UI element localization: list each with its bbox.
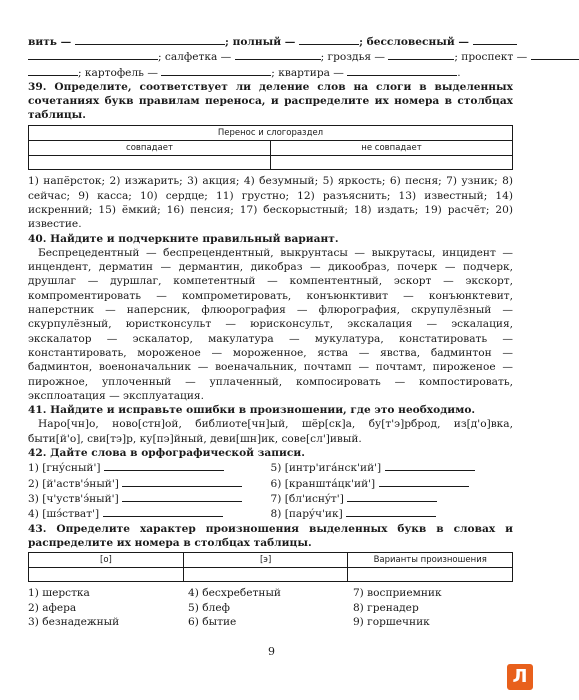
list-item: 8) гренадер (352, 601, 419, 614)
page-content (28, 34, 528, 629)
table-cell[interactable] (271, 156, 513, 170)
list-item: 5) [интр'игáнск'ий'] (271, 460, 514, 475)
task-40-title: 40. Найдите и подчеркните правильный вариант. (28, 232, 339, 245)
blank (28, 65, 78, 76)
text: ; квартира — (271, 66, 344, 79)
table-cell[interactable] (183, 568, 348, 582)
text: ; картофель — (78, 66, 158, 79)
top-line-2 (28, 49, 528, 64)
text: ; салфетка — (158, 51, 232, 64)
publisher-logo-icon: Л (507, 664, 533, 690)
list-item: 1) [гнýсный'] (28, 460, 271, 475)
task-39-title: 39. Определите, соответствует ли деление слов на слоги в выделенных сочетаниях букв правилам переноса, и распределите их номера в столбцах таблицы. (28, 80, 513, 122)
list-item: 7) восприемник (352, 587, 442, 600)
task-40-text: Беспрецедентный — беспрецендентный, выкрунтасы — выкрутасы, инцидент — инцендент, дерматин — дермантин, дикобраз — дикообраз, почерк — подчерк, друшлаг — дуршлаг, компетентный — компентентный, эскорт — экскорт, компроментировать — компрометировать, конъюнктивит — конъюнктевит, наперстник — наперсник, флюорография — флюрография, скрупулёзный — скурпулёзный, юристконсульт — юрисконсульт, экскалация — эскалация, экскалатор — эскалатор, макулатура — мукулатура, констатировать — константировать, мороженое — мороженное, яства — явства, бадминтон — бадминтон, военоначальник — военачальник, почтамп — почтамт, пироженое — пирожное, уплоченный — уплаченный, компосировать — компостировать, эксплоатация — эксплуатация. (28, 246, 513, 402)
task-43-table (28, 552, 513, 582)
top-line-3 (28, 65, 513, 80)
task-42-title: 42. Дайте слова в орфографической записи. (28, 447, 305, 460)
answer-blank[interactable] (379, 476, 469, 487)
task-39-words: 1) напёрсток; 2) изжарить; 3) акция; 4) безумный; 5) яркость; 6) песня; 7) узник; 8) сейчас; 9) касса; 10) сердце; 11) грустно; 12) разъяснить; 13) известный; 14) искренний; 15) ёмкий; 16) пенсия; 17) бескорыстный; 18) издать; 19) расчёт; 20) известие. (28, 175, 513, 231)
text: . (457, 66, 461, 79)
task-43-title: 43. Определите характер произношения выделенных букв в словах и распределите их номера в столбцах таблицы. (28, 522, 513, 549)
table-col-header: не совпадает (271, 141, 513, 156)
top-line-1 (28, 34, 513, 49)
answer-blank[interactable] (346, 506, 436, 517)
task-41-title: 41. Найдите и исправьте ошибки в произношении, где это необходимо. (28, 404, 476, 417)
blank (161, 65, 271, 76)
list-item: 4) [шэ́стват'] (28, 506, 271, 521)
list-item: 8) [парýч'ик] (271, 506, 514, 521)
table-title: Перенос и слогораздел (29, 125, 513, 140)
blank (235, 49, 321, 60)
table-cell[interactable] (29, 568, 184, 582)
answer-blank[interactable] (103, 506, 223, 517)
blank (347, 65, 457, 76)
task-43-items (28, 586, 513, 629)
list-item: 6) [кранштáцк'ий'] (271, 476, 514, 491)
table-cell[interactable] (348, 568, 513, 582)
text: ; бессловесный — (359, 36, 469, 48)
text: ; полный — (224, 36, 296, 48)
list-item: 6) бытие (188, 615, 237, 628)
blank (299, 34, 359, 45)
list-item: 4) бесхребетный (188, 587, 281, 600)
list-item: 3) безнадежный (28, 615, 120, 628)
list-item: 2) афера (28, 601, 77, 614)
task-39-table (28, 125, 513, 171)
answer-blank[interactable] (347, 491, 437, 502)
task-42-items (28, 460, 513, 521)
answer-blank[interactable] (104, 460, 224, 471)
table-col-header: [э] (183, 553, 348, 568)
table-col-header: совпадает (29, 141, 271, 156)
list-item: 3) [ч'уств'э́ный'] (28, 491, 271, 506)
answer-blank[interactable] (385, 460, 475, 471)
list-item: 5) блеф (188, 601, 230, 614)
list-item: 9) горшечник (352, 615, 430, 628)
blank (531, 49, 579, 60)
text: ; гроздья — (320, 51, 385, 64)
task-41-text: Наро[чн]о, ново[стн]ой, библиоте[чн]ый, шёр[ск]а, бу[т'э]рброд, из[д'о]вка, быти[й'о], сви[тэ]р, ку[пэ]йный, деви[шн]ик, сове[сл']ивый. (28, 418, 513, 445)
list-item: 1) шерстка (28, 587, 90, 600)
table-col-header: [о] (29, 553, 184, 568)
page-number: 9 (268, 645, 275, 658)
blank (28, 49, 158, 60)
answer-blank[interactable] (122, 491, 242, 502)
table-cell[interactable] (29, 156, 271, 170)
blank (388, 49, 454, 60)
answer-blank[interactable] (122, 476, 242, 487)
list-item: 7) [бл'иснýт'] (271, 491, 514, 506)
blank (75, 34, 225, 45)
table-col-header: Варианты произношения (348, 553, 513, 568)
blank (473, 34, 517, 45)
text: ; проспект — (454, 51, 528, 64)
list-item: 2) [й'аств'э́ный'] (28, 476, 271, 491)
text: вить — (28, 36, 72, 48)
